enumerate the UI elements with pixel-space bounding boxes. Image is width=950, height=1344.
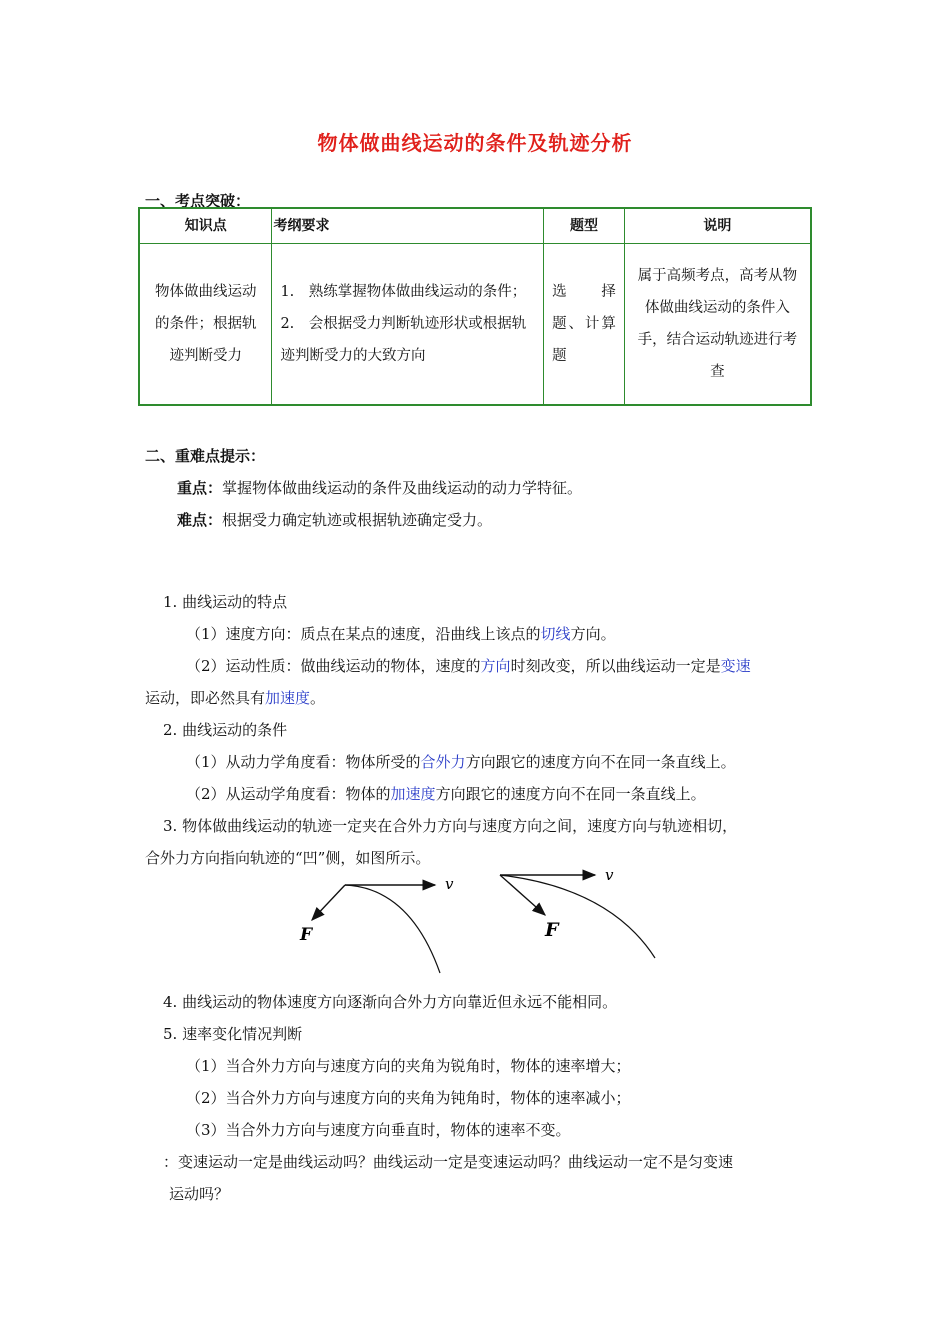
force-arrow-right — [500, 875, 545, 915]
velocity-label-left: v — [445, 875, 454, 893]
item-1-2-cont-text: 运动，即必然具有 — [145, 689, 266, 707]
item-5-3: （3）当合外力方向与速度方向垂直时，物体的速率不变。 — [186, 1121, 571, 1139]
question-line-1: ：变速运动一定是曲线运动吗？曲线运动一定是变速运动吗？曲线运动一定不是匀变速 — [163, 1153, 734, 1171]
cell-note: 属于高频考点，高考从物体做曲线运动的条件入手，结合运动轨迹进行考查 — [624, 244, 811, 406]
figure-left — [299, 875, 454, 973]
item-2-2-text: （2）从运动学角度看：物体的 — [186, 785, 391, 803]
highlight-net-force: 合外力 — [420, 753, 466, 771]
item-2-1 — [186, 751, 851, 772]
item-2-heading: 2. 曲线运动的条件 — [163, 721, 288, 739]
section-heading-1: 一、考点突破： — [145, 192, 251, 210]
highlight-acceleration-2: 加速度 — [390, 785, 436, 803]
item-1-2-cont-end: 。 — [310, 689, 326, 707]
header-note: 说明 — [624, 208, 811, 244]
item-1-2 — [186, 655, 851, 676]
item-5-1: （1）当合外力方向与速度方向的夹角为锐角时，物体的速率增大； — [186, 1057, 631, 1075]
cell-requirement — [272, 244, 544, 406]
cell-type: 选 择题、计算题 — [544, 244, 625, 406]
item-3-line-1: 3. 物体做曲线运动的轨迹一定夹在合外力方向与速度方向之间，速度方向与轨迹相切， — [163, 817, 738, 835]
item-2-2-end: 方向跟它的速度方向不在同一条直线上。 — [435, 785, 706, 803]
highlight-acceleration: 加速度 — [265, 689, 311, 707]
item-1-1-end: 方向。 — [570, 625, 616, 643]
item-2-2 — [186, 783, 851, 804]
item-1-1 — [186, 623, 851, 644]
difficult-point — [177, 509, 842, 530]
figure-right — [500, 868, 655, 958]
key-point-text: 掌握物体做曲线运动的条件及曲线运动的动力学特征。 — [222, 479, 583, 497]
item-1-1-text: （1）速度方向：质点在某点的速度，沿曲线上该点的 — [186, 625, 541, 643]
cell-knowledge: 物体做曲线运动的条件；根据轨迹判断受力 — [139, 244, 272, 406]
trajectory-curve-right — [500, 875, 655, 958]
item-4: 4. 曲线运动的物体速度方向逐渐向合外力方向靠近但永远不能相同。 — [163, 993, 618, 1011]
item-1-2-mid: 时刻改变，所以曲线运动一定是 — [510, 657, 721, 675]
item-2-1-end: 方向跟它的速度方向不在同一条直线上。 — [465, 753, 736, 771]
item-5-2: （2）当合外力方向与速度方向的夹角为钝角时，物体的速率减小； — [186, 1089, 631, 1107]
table-row — [139, 244, 811, 406]
syllabus-table — [138, 207, 812, 406]
item-3-line-2: 合外力方向指向轨迹的“凹”侧，如图所示。 — [145, 849, 431, 867]
question-line-2: 运动吗？ — [169, 1185, 230, 1203]
item-2-1-text: （1）从动力学角度看：物体所受的 — [186, 753, 421, 771]
difficult-point-text: 根据受力确定轨迹或根据轨迹确定受力。 — [222, 511, 493, 529]
header-type: 题型 — [544, 208, 625, 244]
highlight-tangent: 切线 — [540, 625, 571, 643]
table-header-row — [139, 208, 811, 244]
trajectory-curve-left — [345, 885, 440, 973]
difficult-point-label: 难点： — [177, 511, 223, 529]
highlight-variable-speed: 变速 — [720, 657, 751, 675]
header-requirement: 考纲要求 — [272, 208, 544, 244]
item-1-2-cont — [145, 687, 810, 708]
force-label-left: F — [300, 925, 313, 945]
page-title: 物体做曲线运动的条件及轨迹分析 — [317, 131, 633, 155]
force-arrow-left — [312, 885, 345, 920]
item-1-heading: 1. 曲线运动的特点 — [163, 593, 288, 611]
requirement-1: 1. 熟练掌握物体做曲线运动的条件； — [280, 284, 527, 300]
section-heading-2: 二、重难点提示： — [145, 447, 266, 465]
header-knowledge: 知识点 — [139, 208, 272, 244]
item-1-2-text: （2）运动性质：做曲线运动的物体，速度的 — [186, 657, 481, 675]
force-label-right: F — [545, 919, 559, 941]
trajectory-figure — [290, 868, 670, 980]
key-point-label: 重点： — [177, 479, 223, 497]
key-point — [177, 477, 842, 498]
velocity-label-right: v — [605, 868, 614, 884]
highlight-direction: 方向 — [480, 657, 511, 675]
item-5-heading: 5. 速率变化情况判断 — [163, 1025, 303, 1043]
requirement-2: 2. 会根据受力判断轨迹形状或根据轨迹判断受力的大致方向 — [280, 316, 527, 364]
